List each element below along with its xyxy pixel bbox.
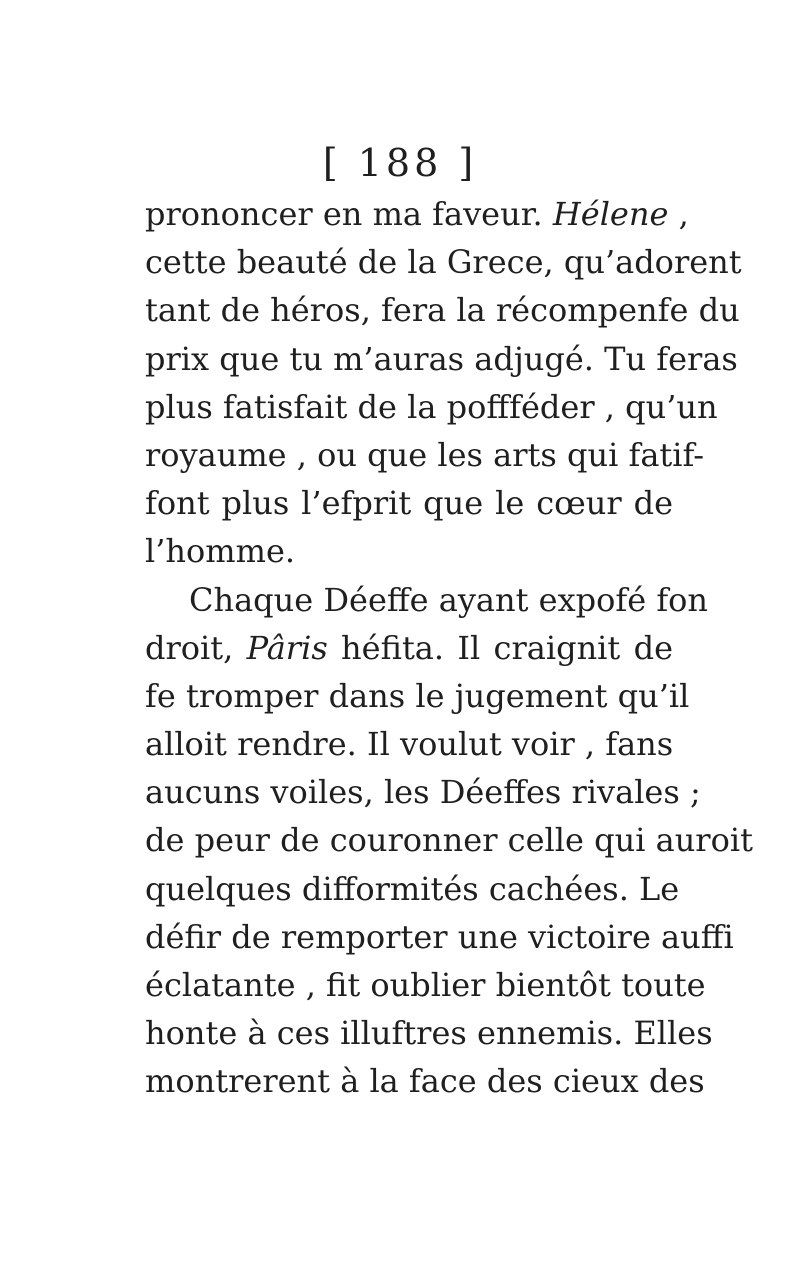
page-number: [ 188 ] [322, 141, 478, 185]
text-segment: défir de remporter une victoire auffi [145, 917, 734, 956]
text-segment: aucuns voiles, les Déeffes rivales ; [145, 773, 701, 812]
text-segment: royaume , ou que les arts qui fatif- [145, 435, 704, 474]
text-line [145, 961, 706, 1009]
text-line [145, 383, 718, 431]
text-segment: cette beauté de la Grece, qu’adorent [145, 243, 742, 282]
text-segment: de peur de couronner celle qui auroit [145, 821, 753, 860]
text-line [145, 479, 673, 527]
text-line [145, 527, 673, 575]
text-segment: éclatante , fit oublier bientôt toute [145, 966, 706, 1004]
text-line [145, 913, 734, 961]
text-segment: honte à ces illuftres ennemis. Elles [145, 1014, 713, 1053]
text-line [145, 768, 701, 816]
text-segment: prix que tu m’auras adjugé. Tu feras [145, 339, 738, 378]
text-segment: prononcer en ma faveur. [145, 195, 553, 233]
text-line [145, 672, 690, 720]
text-line [145, 238, 742, 286]
text-segment: plus fatisfait de la poffféder , qu’un [145, 387, 718, 426]
text-line [145, 431, 704, 479]
text-line [145, 720, 673, 768]
text-segment: Chaque Déeffe ayant expofé fon [189, 580, 709, 619]
text-line [145, 190, 689, 238]
text-segment: quelques difformités cachées. Le [145, 869, 680, 908]
text-line [145, 335, 738, 383]
text-segment: font plus l’efprit que le cœur de [145, 484, 673, 523]
text-segment: fe tromper dans le jugement qu’il [145, 676, 690, 715]
text-line [145, 1009, 713, 1057]
text-segment: montrerent à la face des cieux des [145, 1062, 705, 1101]
text-line [145, 1057, 705, 1105]
text-segment: alloit rendre. Il voulut voir , fans [145, 725, 674, 764]
text-line [145, 286, 740, 334]
italic-name: Pâris [246, 628, 328, 667]
text-segment: héfita. Il craignit de [327, 628, 674, 667]
text-line [145, 576, 709, 624]
body-text [145, 190, 753, 1106]
text-segment: tant de héros, fera la récompenfe du [145, 291, 740, 330]
text-line [145, 624, 673, 672]
text-segment: , [668, 195, 689, 233]
italic-name: Hélene [552, 195, 669, 233]
text-segment: l’homme. [145, 532, 296, 571]
text-line [145, 816, 753, 864]
text-segment: droit, [145, 628, 247, 667]
text-line [145, 865, 680, 913]
